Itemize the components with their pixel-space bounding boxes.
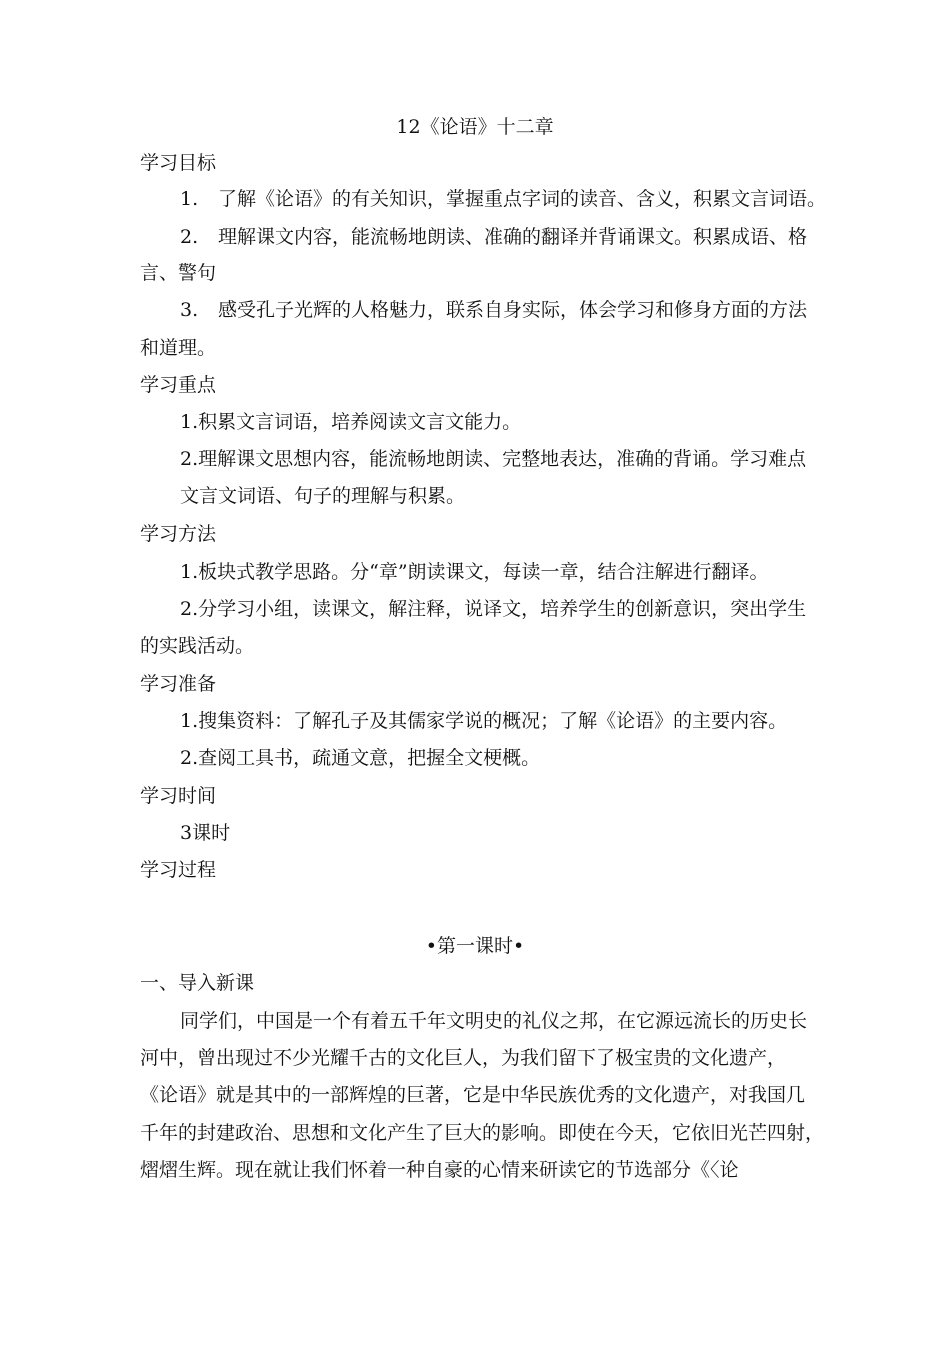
key-item-2: 2.理解课文思想内容，能流畅地朗读、完整地表达，准确的背诵。学习难点 [180,448,807,470]
section-heading-prep: 学习准备 [140,673,217,695]
study-time-value: 3课时 [180,822,231,844]
section-heading-key: 学习重点 [140,374,217,396]
key-item-1: 1.积累文言词语，培养阅读文言文能力。 [180,411,522,433]
goal-item-text: 理解课文内容，能流畅地朗读、准确的翻译并背诵课文。积累成语、格 [218,226,808,248]
paragraph-line: 千年的封建政治、思想和文化产生了巨大的影响。即使在今天，它依旧光芒四射， [140,1122,825,1144]
lesson-title: •第一课时• [425,935,525,957]
goal-item-number: 3. [180,299,199,321]
goal-item-text: 了解《论语》的有关知识，掌握重点字词的读音、含义，积累文言词语。 [218,188,827,210]
goal-item-2 [180,225,807,249]
lesson-section-heading: 一、导入新课 [140,972,255,994]
prep-item-2: 2.查阅工具书，疏通文意，把握全文梗概。 [180,747,541,769]
section-heading-time: 学习时间 [140,785,217,807]
paragraph-line: 河中，曾出现过不少光耀千古的文化巨人，为我们留下了极宝贵的文化遗产， [140,1047,787,1069]
goal-item-number: 1. [180,188,199,210]
goal-item-2-continuation: 言、警句 [140,262,217,284]
section-heading-goals: 学习目标 [140,152,217,174]
paragraph-line: 《论语》就是其中的一部辉煌的巨著，它是中华民族优秀的文化遗产，对我国几 [140,1084,806,1106]
method-item-2: 2.分学习小组，读课文，解注释，说译文，培养学生的创新意识，突出学生 [180,598,807,620]
key-item-3: 文言文词语、句子的理解与积累。 [180,485,466,507]
goal-item-number: 2. [180,226,199,248]
section-heading-process: 学习过程 [140,859,217,881]
section-heading-method: 学习方法 [140,523,217,545]
paragraph-line: 同学们，中国是一个有着五千年文明史的礼仪之邦，在它源远流长的历史长 [180,1010,808,1032]
goal-item-text: 感受孔子光辉的人格魅力，联系自身实际，体会学习和修身方面的方法 [218,299,808,321]
goal-item-3 [180,298,807,322]
page-title: 12《论语》十二章 [396,116,554,138]
goal-item-1 [180,187,826,211]
goal-item-3-continuation: 和道理。 [140,337,217,359]
prep-item-1: 1.搜集资料：了解孔子及其儒家学说的概况；了解《论语》的主要内容。 [180,710,788,732]
paragraph-line: 熠熠生辉。现在就让我们怀着一种自豪的心情来研读它的节选部分《〈论 [140,1159,739,1181]
method-item-1: 1.板块式教学思路。分“章”朗读课文，每读一章，结合注解进行翻译。 [180,561,769,583]
method-item-2-continuation: 的实践活动。 [140,635,255,657]
